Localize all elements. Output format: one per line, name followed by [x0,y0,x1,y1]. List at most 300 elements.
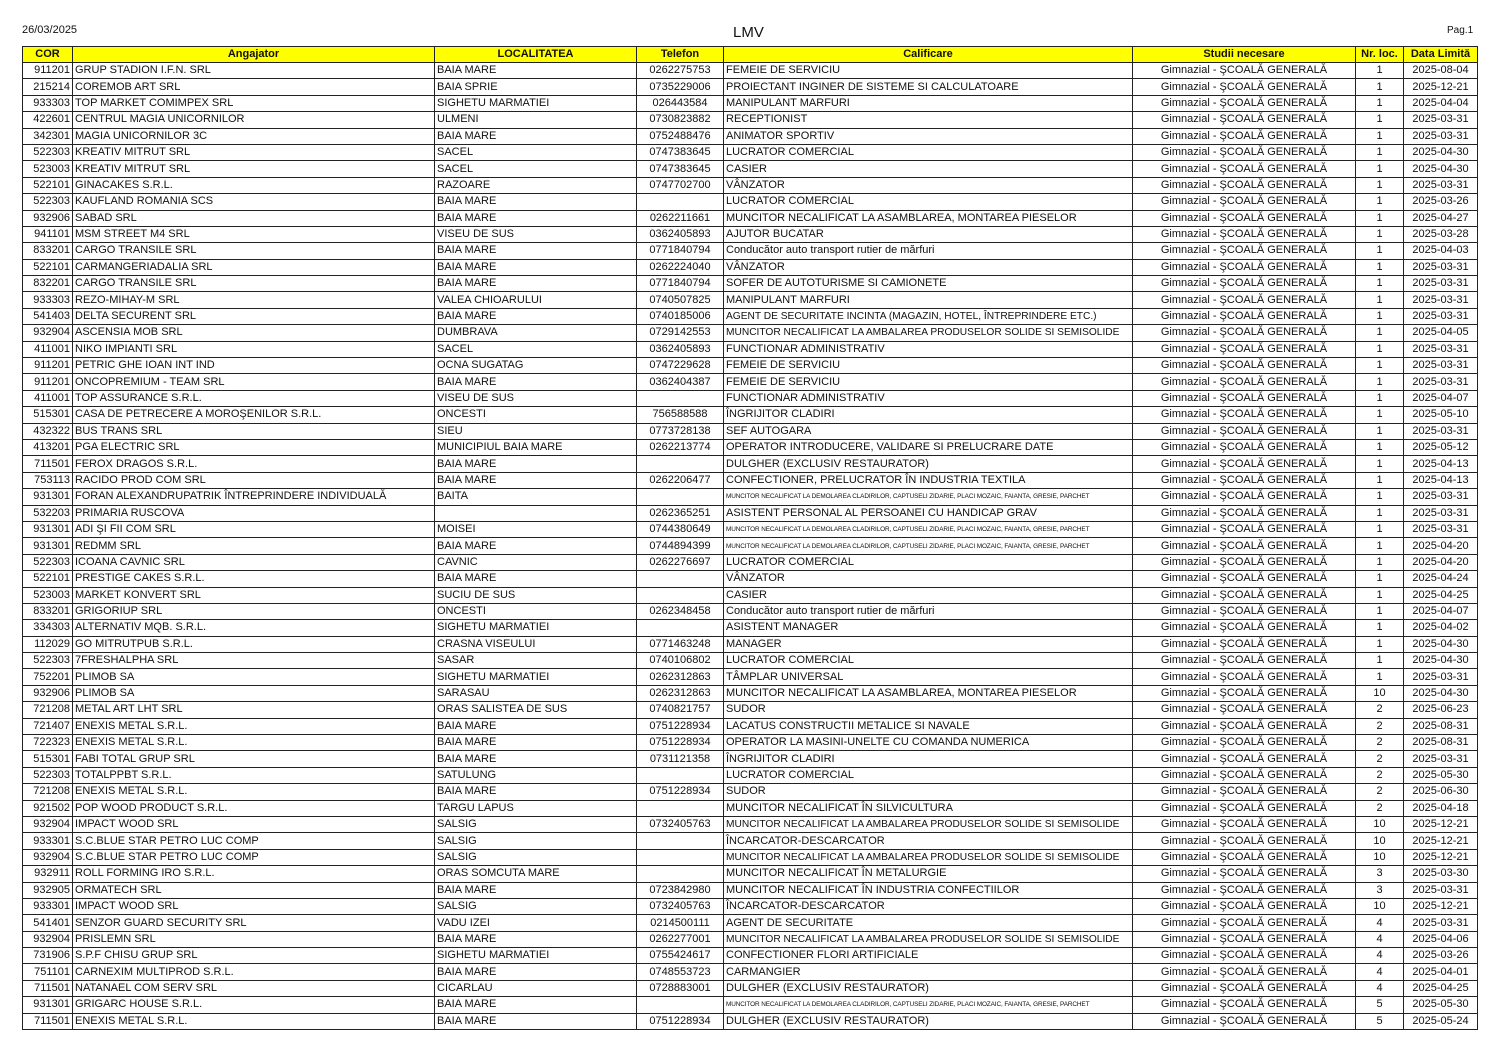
cell-locality: BAIA MARE [435,964,637,980]
cell-employer: PLIMOB SA [73,669,435,685]
table-row [23,358,1478,374]
cell-qualification: FUNCTIONAR ADMINISTRATIV [724,390,1133,406]
cell-cor: 932904 [23,816,73,832]
cell-positions: 2 [1356,800,1404,816]
cell-locality: MOISEI [435,521,637,537]
cell-locality: ONCESTI [435,407,637,423]
cell-locality: ORAS SOMCUTA MARE [435,866,637,882]
table-header-row [23,47,1478,63]
table-row [23,931,1478,947]
cell-studies: Gimnazial - ŞCOALĂ GENERALĂ [1133,390,1356,406]
cell-studies: Gimnazial - ŞCOALĂ GENERALĂ [1133,571,1356,587]
cell-phone [637,456,724,472]
cell-employer: TOTALPPBT S.R.L. [73,767,435,783]
cell-cor: 832201 [23,276,73,292]
cell-phone [637,849,724,865]
cell-phone: 0262312863 [637,685,724,701]
cell-qualification: Conducător auto transport rutier de mărfuri [724,243,1133,259]
cell-locality: BAIA MARE [435,472,637,488]
cell-studies: Gimnazial - ŞCOALĂ GENERALĂ [1133,898,1356,914]
cell-qualification: ÎNCARCATOR-DESCARCATOR [724,898,1133,914]
cell-locality: CAVNIC [435,554,637,570]
cell-locality: BAIA MARE [435,538,637,554]
cell-studies: Gimnazial - ŞCOALĂ GENERALĂ [1133,866,1356,882]
table-row [23,128,1478,144]
cell-employer: ICOANA CAVNIC SRL [73,554,435,570]
cell-qualification: MUNCITOR NECALIFICAT ÎN SILVICULTURA [724,800,1133,816]
cell-qualification: FEMEIE DE SERVICIU [724,63,1133,79]
cell-qualification: CASIER [724,587,1133,603]
cell-positions: 5 [1356,1013,1404,1029]
cell-cor: 411001 [23,390,73,406]
cell-deadline: 2025-04-30 [1404,161,1478,177]
table-row [23,767,1478,783]
cell-cor: 931301 [23,997,73,1013]
cell-studies: Gimnazial - ŞCOALĂ GENERALĂ [1133,95,1356,111]
cell-studies: Gimnazial - ŞCOALĂ GENERALĂ [1133,735,1356,751]
cell-phone [637,866,724,882]
cell-qualification: MUNCITOR NECALIFICAT LA DEMOLAREA CLADIRILOR, CAPTUSELI ZIDARIE, PLACI MOZAIC, FAIANTA, GRESIE, PARCHET [724,489,1133,505]
cell-positions: 1 [1356,243,1404,259]
cell-employer: KAUFLAND ROMANIA SCS [73,194,435,210]
cell-locality: ORAS SALISTEA DE SUS [435,702,637,718]
cell-studies: Gimnazial - ŞCOALĂ GENERALĂ [1133,587,1356,603]
cell-employer: ADI ŞI FII COM SRL [73,521,435,537]
table-row [23,636,1478,652]
cell-deadline: 2025-03-26 [1404,948,1478,964]
cell-deadline: 2025-04-05 [1404,325,1478,341]
cell-deadline: 2025-03-31 [1404,374,1478,390]
cell-locality: MUNICIPIUL BAIA MARE [435,439,637,455]
cell-deadline: 2025-12-21 [1404,833,1478,849]
cell-positions: 1 [1356,505,1404,521]
table-row [23,751,1478,767]
table-row [23,341,1478,357]
cell-employer: MAGIA UNICORNILOR 3C [73,128,435,144]
cell-cor: 933301 [23,898,73,914]
cell-employer: ENEXIS METAL S.R.L. [73,718,435,734]
cell-deadline: 2025-04-25 [1404,980,1478,996]
cell-phone: 0740507825 [637,292,724,308]
cell-cor: 432322 [23,423,73,439]
table-row [23,489,1478,505]
cell-employer: PGA ELECTRIC SRL [73,439,435,455]
cell-deadline: 2025-04-13 [1404,472,1478,488]
cell-phone [637,571,724,587]
cell-locality: BAIA MARE [435,128,637,144]
cell-deadline: 2025-04-07 [1404,603,1478,619]
cell-cor: 523003 [23,161,73,177]
cell-qualification: CONFECTIONER, PRELUCRATOR ÎN INDUSTRIA TEXTILA [724,472,1133,488]
cell-qualification: TÂMPLAR UNIVERSAL [724,669,1133,685]
cell-cor: 413201 [23,439,73,455]
cell-phone: 0262276697 [637,554,724,570]
cell-positions: 1 [1356,292,1404,308]
cell-positions: 4 [1356,964,1404,980]
table-row [23,194,1478,210]
cell-phone: 0747229628 [637,358,724,374]
cell-locality: BAIA MARE [435,931,637,947]
cell-studies: Gimnazial - ŞCOALĂ GENERALĂ [1133,472,1356,488]
cell-phone: 026443584 [637,95,724,111]
table-row [23,95,1478,111]
cell-positions: 1 [1356,456,1404,472]
cell-employer: COREMOB ART SRL [73,79,435,95]
cell-phone: 0362405893 [637,226,724,242]
cell-locality: ULMENI [435,112,637,128]
table-row [23,210,1478,226]
cell-phone [637,620,724,636]
cell-locality: BAITA [435,489,637,505]
cell-studies: Gimnazial - ŞCOALĂ GENERALĂ [1133,226,1356,242]
cell-deadline: 2025-03-28 [1404,226,1478,242]
cell-cor: 731906 [23,948,73,964]
cell-studies: Gimnazial - ŞCOALĂ GENERALĂ [1133,702,1356,718]
cell-studies: Gimnazial - ŞCOALĂ GENERALĂ [1133,800,1356,816]
cell-employer: SENZOR GUARD SECURITY SRL [73,915,435,931]
table-row [23,800,1478,816]
cell-qualification: VÂNZATOR [724,571,1133,587]
cell-qualification: FEMEIE DE SERVICIU [724,374,1133,390]
cell-qualification: VÂNZATOR [724,177,1133,193]
cell-cor: 932904 [23,849,73,865]
cell-qualification: MUNCITOR NECALIFICAT LA AMBALAREA PRODUSELOR SOLIDE SI SEMISOLIDE [724,931,1133,947]
cell-deadline: 2025-04-25 [1404,587,1478,603]
column-header-deadline: Data Limită [1404,47,1478,63]
cell-employer: NATANAEL COM SERV SRL [73,980,435,996]
cell-qualification: SUDOR [724,784,1133,800]
cell-phone [637,587,724,603]
cell-phone: 0735229006 [637,79,724,95]
job-vacancies-table [22,46,1478,1030]
cell-positions: 5 [1356,997,1404,1013]
cell-deadline: 2025-03-31 [1404,177,1478,193]
cell-locality: BAIA MARE [435,308,637,324]
table-row [23,571,1478,587]
cell-cor: 722323 [23,735,73,751]
cell-cor: 522303 [23,554,73,570]
table-row [23,882,1478,898]
cell-studies: Gimnazial - ŞCOALĂ GENERALĂ [1133,243,1356,259]
cell-phone: 0744894399 [637,538,724,554]
cell-cor: 911201 [23,63,73,79]
cell-studies: Gimnazial - ŞCOALĂ GENERALĂ [1133,210,1356,226]
cell-positions: 2 [1356,767,1404,783]
table-row [23,505,1478,521]
cell-phone [637,767,724,783]
cell-locality: BAIA MARE [435,243,637,259]
cell-positions: 2 [1356,702,1404,718]
cell-positions: 1 [1356,161,1404,177]
cell-studies: Gimnazial - ŞCOALĂ GENERALĂ [1133,882,1356,898]
table-row [23,325,1478,341]
cell-studies: Gimnazial - ŞCOALĂ GENERALĂ [1133,358,1356,374]
cell-positions: 4 [1356,948,1404,964]
cell-studies: Gimnazial - ŞCOALĂ GENERALĂ [1133,521,1356,537]
cell-positions: 1 [1356,95,1404,111]
table-row [23,63,1478,79]
cell-studies: Gimnazial - ŞCOALĂ GENERALĂ [1133,144,1356,160]
cell-deadline: 2025-04-06 [1404,931,1478,947]
cell-locality: SACEL [435,144,637,160]
cell-qualification: OPERATOR INTRODUCERE, VALIDARE SI PRELUCRARE DATE [724,439,1133,455]
cell-positions: 10 [1356,816,1404,832]
cell-locality: TARGU LAPUS [435,800,637,816]
cell-deadline: 2025-06-30 [1404,784,1478,800]
cell-positions: 1 [1356,308,1404,324]
cell-qualification: MUNCITOR NECALIFICAT LA ASAMBLAREA, MONTAREA PIESELOR [724,210,1133,226]
table-row [23,1013,1478,1029]
cell-studies: Gimnazial - ŞCOALĂ GENERALĂ [1133,603,1356,619]
cell-positions: 1 [1356,554,1404,570]
cell-deadline: 2025-12-21 [1404,898,1478,914]
cell-cor: 721208 [23,702,73,718]
cell-employer: PLIMOB SA [73,685,435,701]
cell-locality: BAIA MARE [435,735,637,751]
cell-qualification: SEF AUTOGARA [724,423,1133,439]
cell-locality: SARASAU [435,685,637,701]
table-row [23,685,1478,701]
column-header-cor: COR [23,47,73,63]
cell-cor: 931301 [23,538,73,554]
cell-cor: 515301 [23,751,73,767]
cell-positions: 1 [1356,374,1404,390]
cell-qualification: ASISTENT PERSONAL AL PERSOANEI CU HANDICAP GRAV [724,505,1133,521]
cell-studies: Gimnazial - ŞCOALĂ GENERALĂ [1133,833,1356,849]
cell-phone: 0740185006 [637,308,724,324]
cell-qualification: MUNCITOR NECALIFICAT LA DEMOLAREA CLADIRILOR, CAPTUSELI ZIDARIE, PLACI MOZAIC, FAIANTA, GRESIE, PARCHET [724,538,1133,554]
cell-qualification: CONFECTIONER FLORI ARTIFICIALE [724,948,1133,964]
table-row [23,866,1478,882]
cell-qualification: VÂNZATOR [724,259,1133,275]
cell-studies: Gimnazial - ŞCOALĂ GENERALĂ [1133,276,1356,292]
cell-qualification: PROIECTANT INGINER DE SISTEME SI CALCULATOARE [724,79,1133,95]
cell-locality: BAIA MARE [435,276,637,292]
cell-phone: 0214500111 [637,915,724,931]
cell-deadline: 2025-06-23 [1404,702,1478,718]
cell-employer: ORMATECH SRL [73,882,435,898]
cell-locality: BAIA MARE [435,210,637,226]
cell-cor: 541401 [23,915,73,931]
cell-qualification: MUNCITOR NECALIFICAT LA DEMOLAREA CLADIRILOR, CAPTUSELI ZIDARIE, PLACI MOZAIC, FAIANTA, GRESIE, PARCHET [724,521,1133,537]
cell-locality: OCNA SUGATAG [435,358,637,374]
cell-locality: BAIA MARE [435,259,637,275]
cell-phone: 0751228934 [637,718,724,734]
cell-cor: 112029 [23,636,73,652]
cell-locality: BAIA MARE [435,882,637,898]
cell-cor: 721208 [23,784,73,800]
cell-deadline: 2025-03-31 [1404,423,1478,439]
cell-deadline: 2025-08-04 [1404,63,1478,79]
cell-cor: 422601 [23,112,73,128]
cell-studies: Gimnazial - ŞCOALĂ GENERALĂ [1133,341,1356,357]
table-row [23,439,1478,455]
cell-deadline: 2025-03-31 [1404,308,1478,324]
cell-deadline: 2025-03-31 [1404,276,1478,292]
cell-locality: SALSIG [435,849,637,865]
cell-cor: 515301 [23,407,73,423]
cell-positions: 10 [1356,833,1404,849]
table-row [23,816,1478,832]
cell-positions: 1 [1356,489,1404,505]
cell-locality: SACEL [435,161,637,177]
cell-qualification: ÎNGRIJITOR CLADIRI [724,751,1133,767]
cell-studies: Gimnazial - ŞCOALĂ GENERALĂ [1133,374,1356,390]
cell-deadline: 2025-03-31 [1404,489,1478,505]
cell-studies: Gimnazial - ŞCOALĂ GENERALĂ [1133,767,1356,783]
cell-phone: 0262224040 [637,259,724,275]
cell-cor: 522101 [23,177,73,193]
table-row [23,259,1478,275]
cell-studies: Gimnazial - ŞCOALĂ GENERALĂ [1133,538,1356,554]
table-row [23,177,1478,193]
cell-deadline: 2025-05-24 [1404,1013,1478,1029]
cell-employer: PRISLEMN SRL [73,931,435,947]
cell-employer: DELTA SECURENT SRL [73,308,435,324]
table-row [23,390,1478,406]
cell-employer: FABI TOTAL GRUP SRL [73,751,435,767]
cell-employer: CARGO TRANSILE SRL [73,243,435,259]
cell-studies: Gimnazial - ŞCOALĂ GENERALĂ [1133,423,1356,439]
cell-qualification: LACATUS CONSTRUCTII METALICE SI NAVALE [724,718,1133,734]
cell-cor: 753113 [23,472,73,488]
cell-deadline: 2025-03-31 [1404,358,1478,374]
table-row [23,964,1478,980]
cell-qualification: AGENT DE SECURITATE [724,915,1133,931]
cell-cor: 711501 [23,1013,73,1029]
cell-deadline: 2025-03-31 [1404,128,1478,144]
cell-deadline: 2025-03-31 [1404,341,1478,357]
cell-cor: 932904 [23,325,73,341]
cell-phone: 0732405763 [637,816,724,832]
table-row [23,292,1478,308]
cell-qualification: MUNCITOR NECALIFICAT ÎN METALURGIE [724,866,1133,882]
cell-deadline: 2025-03-31 [1404,521,1478,537]
cell-qualification: MUNCITOR NECALIFICAT LA AMBALAREA PRODUSELOR SOLIDE SI SEMISOLIDE [724,816,1133,832]
cell-cor: 751101 [23,964,73,980]
cell-positions: 1 [1356,472,1404,488]
table-row [23,521,1478,537]
cell-studies: Gimnazial - ŞCOALĂ GENERALĂ [1133,407,1356,423]
cell-phone: 0262348458 [637,603,724,619]
cell-cor: 911201 [23,358,73,374]
cell-phone [637,997,724,1013]
cell-studies: Gimnazial - ŞCOALĂ GENERALĂ [1133,79,1356,95]
table-row [23,554,1478,570]
cell-qualification: ÎNGRIJITOR CLADIRI [724,407,1133,423]
cell-studies: Gimnazial - ŞCOALĂ GENERALĂ [1133,718,1356,734]
cell-employer: METAL ART LHT SRL [73,702,435,718]
cell-qualification: DULGHER (EXCLUSIV RESTAURATOR) [724,456,1133,472]
cell-positions: 1 [1356,407,1404,423]
cell-employer: PETRIC GHE IOAN INT IND [73,358,435,374]
cell-employer: REZO-MIHAY-M SRL [73,292,435,308]
cell-qualification: LUCRATOR COMERCIAL [724,554,1133,570]
cell-cor: 215214 [23,79,73,95]
table-row [23,735,1478,751]
cell-phone: 0262213774 [637,439,724,455]
table-row [23,79,1478,95]
table-row [23,226,1478,242]
cell-positions: 4 [1356,980,1404,996]
cell-cor: 933301 [23,833,73,849]
cell-employer: CASA DE PETRECERE A MOROŞENILOR S.R.L. [73,407,435,423]
report-date: 26/03/2025 [22,24,78,36]
cell-qualification: MANAGER [724,636,1133,652]
cell-phone: 0744380649 [637,521,724,537]
cell-studies: Gimnazial - ŞCOALĂ GENERALĂ [1133,620,1356,636]
cell-studies: Gimnazial - ŞCOALĂ GENERALĂ [1133,636,1356,652]
table-row [23,161,1478,177]
cell-locality: BAIA MARE [435,997,637,1013]
cell-deadline: 2025-04-20 [1404,554,1478,570]
cell-cor: 941101 [23,226,73,242]
cell-studies: Gimnazial - ŞCOALĂ GENERALĂ [1133,685,1356,701]
cell-cor: 752201 [23,669,73,685]
cell-deadline: 2025-04-01 [1404,964,1478,980]
cell-positions: 1 [1356,653,1404,669]
cell-employer: NIKO IMPIANTI SRL [73,341,435,357]
cell-positions: 1 [1356,79,1404,95]
table-row [23,653,1478,669]
cell-cor: 921502 [23,800,73,816]
cell-locality: VISEU DE SUS [435,390,637,406]
cell-employer: CARGO TRANSILE SRL [73,276,435,292]
cell-studies: Gimnazial - ŞCOALĂ GENERALĂ [1133,784,1356,800]
cell-locality: BAIA MARE [435,571,637,587]
cell-qualification: Conducător auto transport rutier de mărfuri [724,603,1133,619]
cell-employer: S.C.BLUE STAR PETRO LUC COMP [73,833,435,849]
cell-deadline: 2025-03-31 [1404,882,1478,898]
cell-locality: BAIA MARE [435,63,637,79]
cell-qualification: OPERATOR LA MASINI-UNELTE CU COMANDA NUMERICA [724,735,1133,751]
cell-positions: 1 [1356,423,1404,439]
cell-studies: Gimnazial - ŞCOALĂ GENERALĂ [1133,63,1356,79]
cell-cor: 932905 [23,882,73,898]
cell-cor: 931301 [23,521,73,537]
cell-studies: Gimnazial - ŞCOALĂ GENERALĂ [1133,505,1356,521]
cell-phone: 0771463248 [637,636,724,652]
cell-phone: 0740821757 [637,702,724,718]
cell-positions: 1 [1356,358,1404,374]
cell-employer: GRUP STADION I.F.N. SRL [73,63,435,79]
cell-phone: 0773728138 [637,423,724,439]
page-number: Pag.1 [1447,25,1474,36]
cell-employer: POP WOOD PRODUCT S.R.L. [73,800,435,816]
cell-positions: 1 [1356,571,1404,587]
cell-employer: IMPACT WOOD SRL [73,816,435,832]
table-row [23,669,1478,685]
cell-deadline: 2025-04-27 [1404,210,1478,226]
column-header-phone: Telefon [637,47,724,63]
cell-positions: 1 [1356,226,1404,242]
cell-qualification: AJUTOR BUCATAR [724,226,1133,242]
cell-phone: 0751228934 [637,784,724,800]
cell-positions: 2 [1356,784,1404,800]
cell-qualification: ANIMATOR SPORTIV [724,128,1133,144]
cell-studies: Gimnazial - ŞCOALĂ GENERALĂ [1133,194,1356,210]
cell-positions: 1 [1356,276,1404,292]
cell-studies: Gimnazial - ŞCOALĂ GENERALĂ [1133,751,1356,767]
cell-studies: Gimnazial - ŞCOALĂ GENERALĂ [1133,128,1356,144]
cell-cor: 334303 [23,620,73,636]
cell-employer: IMPACT WOOD SRL [73,898,435,914]
cell-employer: REDMM SRL [73,538,435,554]
cell-cor: 532203 [23,505,73,521]
cell-employer: TOP ASSURANCE S.R.L. [73,390,435,406]
cell-deadline: 2025-05-30 [1404,767,1478,783]
cell-studies: Gimnazial - ŞCOALĂ GENERALĂ [1133,849,1356,865]
